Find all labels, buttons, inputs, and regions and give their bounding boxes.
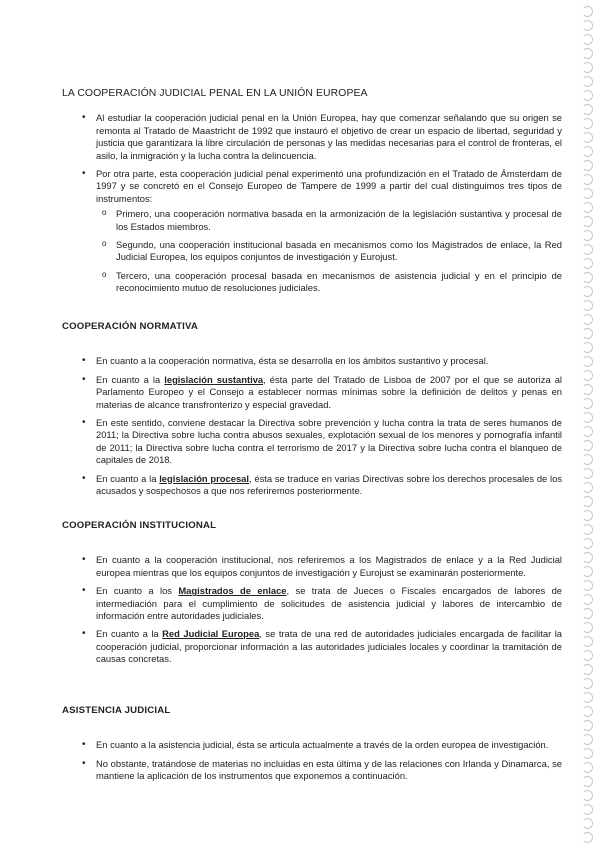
section-heading: COOPERACIÓN INSTITUCIONAL xyxy=(62,520,217,531)
binder-ring xyxy=(582,496,593,507)
list-item: • No obstante, tratándose de materias no incluidas en esta última y de las relaciones con Irlanda y Dinamarca, se mantiene la aplicación de los instrumentos que exponemos a continuación. xyxy=(62,758,562,783)
list-item xyxy=(62,585,562,622)
binder-ring xyxy=(582,440,593,451)
binder-ring xyxy=(582,356,593,367)
binder-ring xyxy=(582,594,593,605)
list-item xyxy=(62,628,562,665)
instrument-type-institucional: o Segundo, una cooperación institucional basada en mecanismos como los Magistrados de enlace, la Red Judicial Europea, los equipos conjuntos de investigación y Eurojust. xyxy=(96,239,562,264)
binder-ring xyxy=(582,202,593,213)
binder-ring xyxy=(582,832,593,843)
binder-ring xyxy=(582,650,593,661)
binder-ring xyxy=(582,300,593,311)
list-item: • En cuanto a la asistencia judicial, ésta se articula actualmente a través de la orden europea de investigación. xyxy=(62,739,562,751)
document-title: LA COOPERACIÓN JUDICIAL PENAL EN LA UNIÓN EUROPEA xyxy=(62,88,368,99)
binder-ring xyxy=(582,384,593,395)
binder-ring xyxy=(582,216,593,227)
binder-ring xyxy=(582,776,593,787)
binder-ring xyxy=(582,454,593,465)
binder-ring xyxy=(582,510,593,521)
binder-ring xyxy=(582,272,593,283)
binder-ring xyxy=(582,398,593,409)
binder-ring xyxy=(582,118,593,129)
binder-ring xyxy=(582,566,593,577)
binder-ring xyxy=(582,188,593,199)
key-term: Red Judicial Europea xyxy=(162,628,260,640)
key-term: Magistrados de enlace xyxy=(178,585,287,597)
binder-ring xyxy=(582,720,593,731)
binder-ring xyxy=(582,692,593,703)
section-cooperacion-normativa xyxy=(62,321,562,503)
binder-ring xyxy=(582,230,593,241)
binder-ring xyxy=(582,258,593,269)
list-item-text: En cuanto a los xyxy=(96,585,179,597)
section-list xyxy=(62,554,562,665)
list-item-text: , ésta parte del Tratado de Lisboa de 2007 por el que se autoriza al Parlamento Europeo y el Consejo a establecer normas mínimas sobre la definición de delitos y penas en materias de alcance transfronterizo y especial gravedad. xyxy=(96,373,562,410)
list-item: • En cuanto a la cooperación normativa, ésta se desarrolla en los ámbitos sustantivo y procesal. xyxy=(62,355,562,367)
intro-list xyxy=(62,112,562,294)
binder-ring xyxy=(582,286,593,297)
key-term: legislación sustantiva xyxy=(164,373,264,385)
binder-ring xyxy=(582,328,593,339)
binder-ring xyxy=(582,482,593,493)
binder-ring xyxy=(582,412,593,423)
list-item-text: En cuanto a la xyxy=(96,628,163,640)
binder-ring xyxy=(582,34,593,45)
binder-ring xyxy=(582,818,593,829)
binder-ring xyxy=(582,132,593,143)
binder-ring xyxy=(582,244,593,255)
binder-ring xyxy=(582,104,593,115)
binder-ring xyxy=(582,20,593,31)
binder-ring xyxy=(582,790,593,801)
section-asistencia-judicial xyxy=(62,705,562,789)
intro-paragraph-2 xyxy=(62,168,562,295)
instrument-type-procesal: o Tercero, una cooperación procesal basada en mecanismos de asistencia judicial y en el principio de reconocimiento mutuo de resoluciones judiciales. xyxy=(96,270,562,295)
binder-ring xyxy=(582,580,593,591)
section-heading: COOPERACIÓN NORMATIVA xyxy=(62,321,199,332)
section-heading: ASISTENCIA JUDICIAL xyxy=(62,705,171,716)
intro-paragraph-2-text: Por otra parte, esta cooperación judicial penal experimentó una profundización en el Tratado de Ámsterdam de 1997 y se concretó en el Consejo Europeo de Tampere de 1999 a partir del cual distinguimos tres tipos de instrumentos: xyxy=(96,168,562,204)
binder-ring xyxy=(582,6,593,17)
binder-ring xyxy=(582,636,593,647)
binder-ring xyxy=(582,762,593,773)
binder-ring xyxy=(582,146,593,157)
binder-ring xyxy=(582,664,593,675)
binder-ring xyxy=(582,538,593,549)
list-item xyxy=(62,374,562,411)
list-item-text: En cuanto a la xyxy=(96,472,160,484)
list-item-text: , se trata de Jueces o Fiscales encargados de labores de intermediación para el cumplimiento de solicitudes de asistencia judicial y labores de intercambio de información entre autoridades judiciales. xyxy=(96,585,563,622)
list-item-text: , se trata de una red de autoridades judiciales encargada de facilitar la cooperación judicial, proporcionar información a las autoridades judiciales locales y coordinar la tramitación de causas concretas. xyxy=(96,628,562,665)
instrument-types-list xyxy=(96,208,562,294)
binder-ring xyxy=(582,622,593,633)
binder-ring xyxy=(582,748,593,759)
list-item-text: , ésta se traduce en varias Directivas sobre los derechos procesales de los acusados y sospechosos a que nos referiremos posteriormente. xyxy=(96,472,563,497)
binder-ring xyxy=(582,160,593,171)
binder-ring xyxy=(582,76,593,87)
binder-ring xyxy=(582,608,593,619)
list-item: • En este sentido, conviene destacar la Directiva sobre prevención y lucha contra la trata de seres humanos de 2011; la Directiva sobre lucha contra abusos sexuales, explotación sexual de los menores y pornografía infantil de 2011; la Directiva sobre lucha contra el terrorismo de 2017 y la Directiva sobre lucha contra el blanqueo de capitales de 2018. xyxy=(62,417,562,467)
binder-ring xyxy=(582,48,593,59)
key-term: legislación procesal xyxy=(159,472,249,484)
binder-ring xyxy=(582,314,593,325)
binder-ring xyxy=(582,552,593,563)
binder-ring xyxy=(582,426,593,437)
binder-ring xyxy=(582,370,593,381)
binder-rings xyxy=(582,6,596,842)
binder-ring xyxy=(582,678,593,689)
list-item: • En cuanto a la cooperación institucional, nos referiremos a los Magistrados de enlace y a la Red Judicial europea mientras que los equipos conjuntos de investigación y Eurojust se examinarán posteriormente. xyxy=(62,554,562,579)
binder-ring xyxy=(582,468,593,479)
binder-ring xyxy=(582,804,593,815)
document-content xyxy=(62,88,563,782)
binder-ring xyxy=(582,524,593,535)
section-list xyxy=(62,739,562,782)
list-item xyxy=(62,473,562,498)
instrument-type-normativa: o Primero, una cooperación normativa basada en la armonización de la legislación sustantiva y procesal de los Estados miembros. xyxy=(96,208,562,233)
list-item-text: En cuanto a la xyxy=(96,373,165,385)
section-cooperacion-institucional xyxy=(62,520,562,672)
binder-ring xyxy=(582,734,593,745)
binder-ring xyxy=(582,342,593,353)
binder-ring xyxy=(582,90,593,101)
binder-ring xyxy=(582,706,593,717)
binder-ring xyxy=(582,62,593,73)
binder-ring xyxy=(582,174,593,185)
section-list xyxy=(62,355,562,497)
intro-paragraph-1: • Al estudiar la cooperación judicial penal en la Unión Europea, hay que comenzar señalando que su origen se remonta al Tratado de Maastricht de 1992 que instauró el objetivo de crear un espacio de libertad, seguridad y justicia que garantizara la libre circulación de personas y las medidas necesarias para el control de fronteras, el asilo, la inmigración y la lucha contra la delincuencia. xyxy=(62,112,562,162)
